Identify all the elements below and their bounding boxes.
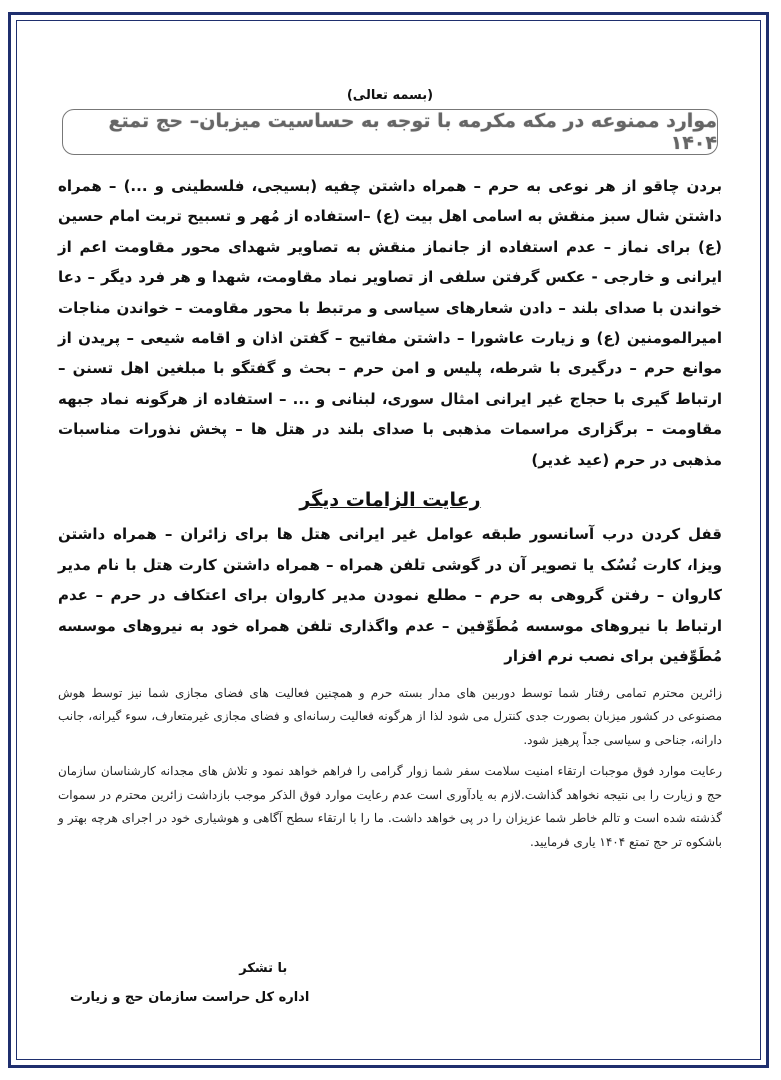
document-title: موارد ممنوعه در مکه مکرمه با توجه به حساسیت میزبان– حج تمتع ۱۴۰۴ xyxy=(62,109,718,155)
prohibited-items: بردن چاقو از هر نوعی به حرم – همراه داشتن چفیه (بسیجی، فلسطینی و ...) – همراه داشتن شال سبز منقش به اسامی اهل بیت (ع) –استفاده از مُهر و تسبیح تربت امام حسین (ع) برای نماز – عدم استفاده از جانماز منقش به تصاویر شهدای محور مقاومت اعم از ایرانی و خارجی - عکس گرفتن سلفی از تصاویر نماد مقاومت، شهدا و هر فرد دیگر – دعا خواندن با صدای بلند – دادن شعارهای سیاسی و مرتبط با محور مقاومت – خواندن مناجات امیرالمومنین (ع) و زیارت عاشورا – داشتن مفاتیح – گفتن اذان و اقامه شیعی – پریدن از موانع حرم – درگیری با شرطه، پلیس و امن حرم – بحث و گفتگو با مبلغین اهل تسنن – ارتباط گیری با حجاج غیر ایرانی امثال سوری، لبنانی و ... – استفاده از هرگونه نماد جبهه مقاومت – برگزاری مراسمات مذهبی با صدای بلند در هتل ها – پخش نذورات مناسبات مذهبی در حرم (عید غدیر) xyxy=(58,177,722,469)
paragraph-surveillance: زائرین محترم تمامی رفتار شما توسط دوربین های مدار بسته حرم و همچنین فعالیت های فضای مجازی شما نیز توسط هوش مصنوعی در کشور میزبان بصورت جدی کنترل می شود لذا از هرگونه فعالیت رسانه‌ای و فضای مجازی غیرمتعارف، سوء گیرانه، جانب دارانه، جناحی و سیاسی جداً پرهیز شود. xyxy=(58,685,722,747)
signature-text: اداره کل حراست سازمان حج و زیارت xyxy=(70,990,310,1005)
paragraph-compliance: رعایت موارد فوق موجبات ارتقاء امنیت سلامت سفر شما زوار گرامی را فراهم خواهد نمود و تلاش های مجدانه کارشناسان سازمان حج و زیارت را بی نتیجه نخواهد گذاشت.لازم به یادآوری است عدم رعایت موارد فوق الذکر موجب بازداشت زائرین محترم در سموات گذشته شده است و تالم خاطر شما عزیزان را در پی خواهد داشت. ما را با ارتقاء سطح آگاهی و هوشیاری خود در اجرای هرچه بهتر و باشکوه تر حج تمتع ۱۴۰۴ یاری فرمایید. xyxy=(58,764,722,849)
signature-block xyxy=(70,954,309,1012)
closing-text: با تشکر xyxy=(239,961,288,976)
document-body xyxy=(58,82,722,854)
section-heading: رعایت الزامات دیگر xyxy=(299,489,481,512)
invocation: (بسمه تعالی) xyxy=(346,88,434,103)
other-requirements: قفل کردن درب آسانسور طبقه عوامل غیر ایرانی هتل ها برای زائران – همراه داشتن ویزا، کارت نُسُک یا تصویر آن در گوشی تلفن همراه – همراه داشتن کارت هتل با نام مدیر کاروان – رفتن گروهی به حرم – مطلع نمودن مدیر کاروان برای اعتکاف در حرم – عدم ارتباط با نیروهای موسسه مُطَوِّفین – عدم واگذاری تلفن همراه خود به نیروهای موسسه مُطَوِّفین برای نصب نرم افزار xyxy=(58,525,722,666)
